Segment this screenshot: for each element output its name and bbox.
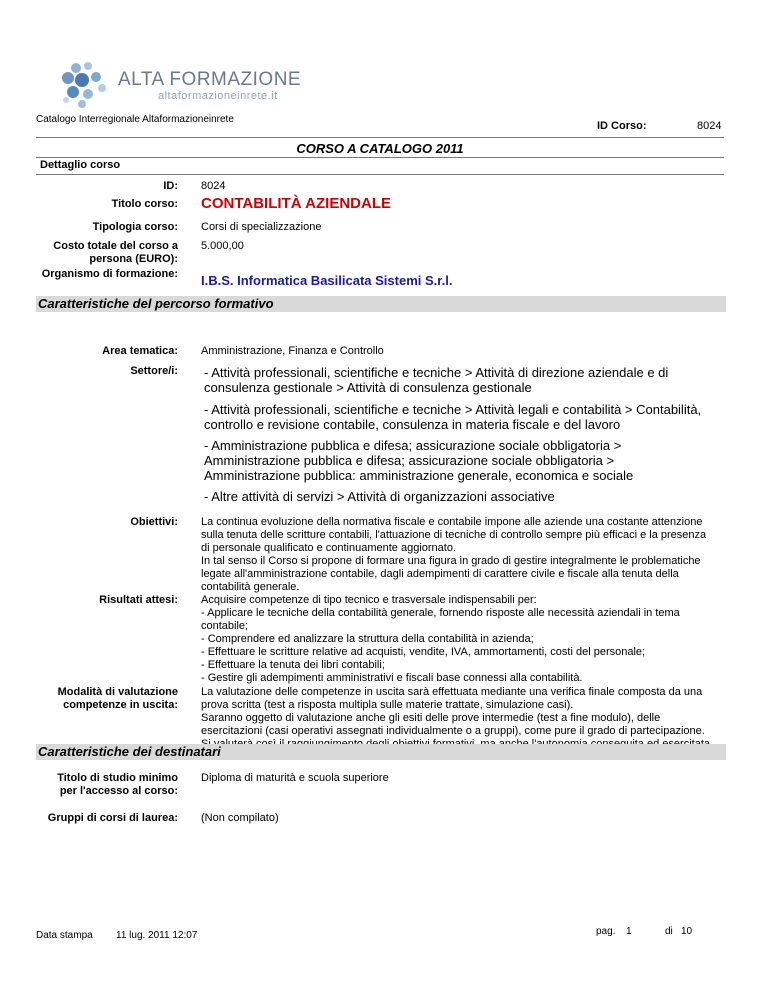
field-label-title: Titolo corso: [111,198,178,210]
course-id-value: 8024 [697,120,722,132]
field-label-results: Risultati attesi: [99,594,178,606]
page-title: CORSO A CATALOGO 2011 [296,141,464,156]
sector-item: - Attività professionali, scientifiche e tecniche > Attività legali e contabilità > Contabilità, controllo e revisione contabile, consulenza in materia fiscale e del lavoro [204,402,702,432]
field-label-sectors: Settore/i: [130,365,178,377]
sector-item: - Attività professionali, scientifiche e tecniche > Attività di direzione aziendale e di consulenza gestionale > Attività di consulenza gestionale [204,365,669,395]
divider [36,157,724,158]
logo-text: ALTA FORMAZIONE [118,69,302,90]
page-label: pag. [596,926,616,937]
field-value-objectives: La continua evoluzione della normativa fiscale e contabile impone alle aziende una costante attenzione sulla tenuta delle scritture contabili, l'attuazione di tecniche di controllo sempre più efficaci e la presenza di personale qualificato e continuamente aggiornato. In tal senso il Corso si propone di formare una figura in grado di gestire integralmente le problematiche legate all'amministrazione contabile, dagli adempimenti di carattere civile e fiscale alla tenuta della contabilità generale. [201,516,707,593]
field-label-education: Titolo di studio minimo per l'accesso al corso: [57,772,178,797]
field-value-evaluation: La valutazione delle competenze in uscita sarà effettuata mediante una verifica finale composta da una prova scritta (test a risposta multipla sulle materie trattate, simulazione casi). Saranno oggetto di valutazione anche gli esiti delle prove intermedie (test a fine modulo), delle esercitazioni (casi operativi assegnati individualmente o a gruppi), come pure il grado di partecipazione. [201,686,705,737]
field-label-organization: Organismo di formazione: [41,268,178,280]
field-label-type: Tipologia corso: [92,221,178,233]
field-label-objectives: Obiettivi: [130,516,178,528]
field-value-results: Acquisire competenze di tipo tecnico e trasversale indispensabili per: - Applicare le tecniche della contabilità generale, fornendo risposte alle necessità aziendali in tema contabile; - Comprendere ed analizzare la struttura della contabilità in azienda; - Effettuare le scritture relative ad acquisti, vendite, IVA, ammortamenti, costi del personale; - Effettuare la tenuta dei libri contabili; - Gestire gli adempimenti amministrativi e fiscali base connessi alla contabilità. [201,594,680,684]
field-label-cost: Costo totale del corso a persona (EURO): [53,240,178,265]
field-value-cost: 5.000,00 [201,240,244,252]
field-value-area: Amministrazione, Finanza e Controllo [201,345,384,357]
logo-subtext: altaformazioneinrete.it [158,90,278,102]
catalog-name: Catalogo Interregionale Altaformazioneinrete [36,114,234,125]
field-value-degree-groups: (Non compilato) [201,812,279,824]
logo-mark-icon [58,58,118,110]
print-date-value: 11 lug. 2011 12:07 [116,930,198,941]
divider [36,174,724,175]
field-value-id: 8024 [201,180,226,192]
sector-item: - Amministrazione pubblica e difesa; assicurazione sociale obbligatoria > Amministrazione pubblica e difesa; assicurazione sociale obbligatoria > Amministrazione pubblica: amministrazione generale, economica e sociale [204,438,634,483]
page-total: 10 [681,926,693,937]
sector-item: - Altre attività di servizi > Attività di organizzazioni associative [204,489,555,504]
field-label-id: ID: [163,180,178,192]
organization-name: I.B.S. Informatica Basilicata Sistemi S.r.l. [201,273,453,288]
print-date-label: Data stampa [36,930,93,941]
course-id-label: ID Corso: [597,120,647,132]
field-label-area: Area tematica: [102,345,178,357]
page-number: 1 [626,926,632,937]
field-label-evaluation: Modalità di valutazione competenze in uscita: [57,686,178,711]
field-value-education: Diploma di maturità e scuola superiore [201,772,389,784]
page-of-label: di [665,926,673,937]
section-heading-detail: Dettaglio corso [40,159,121,171]
field-value-type: Corsi di specializzazione [201,221,322,233]
field-label-degree-groups: Gruppi di corsi di laurea: [47,812,178,824]
divider [36,137,724,138]
section-heading-percorso: Caratteristiche del percorso formativo [36,296,726,312]
course-title: CONTABILITÀ AZIENDALE [201,195,391,212]
section-heading-destinatari: Caratteristiche dei destinatari [36,744,726,760]
